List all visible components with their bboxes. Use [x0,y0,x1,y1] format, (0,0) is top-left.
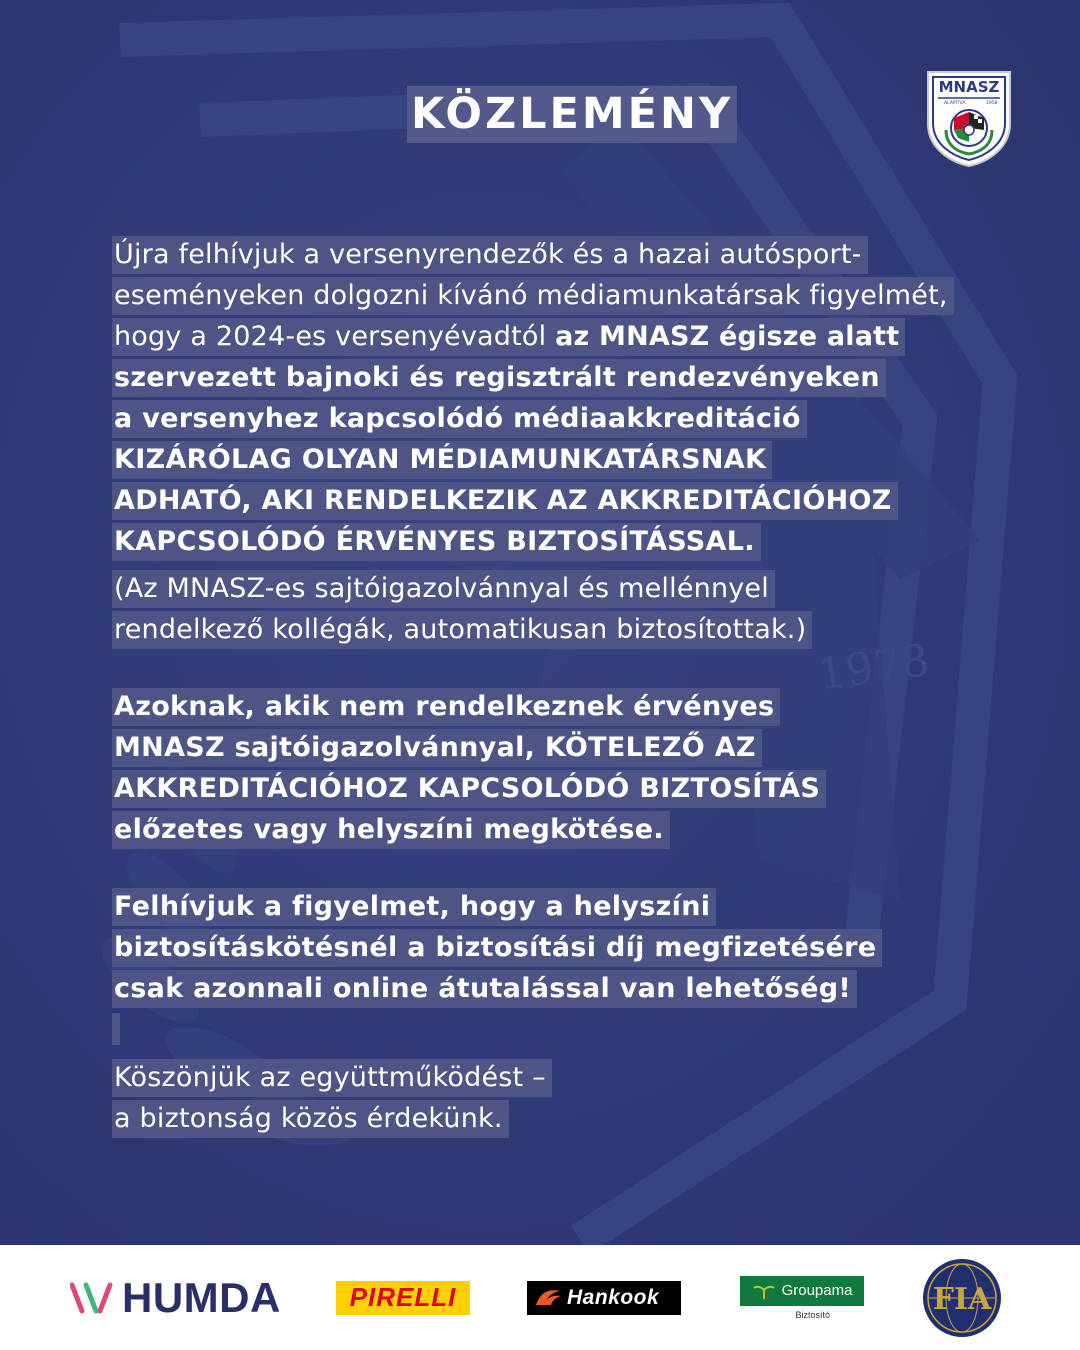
page-title: KÖZLEMÉNY [407,86,737,143]
text-line: rendelkező kollégák, automatikusan biztosítottak.) [112,611,812,649]
text-line-mixed [112,318,905,356]
groupama-box [740,1276,864,1306]
sponsor-footer [0,1245,1080,1350]
text-line: eseményeken dolgozni kívánó médiamunkatársak figyelmét, [112,277,954,315]
logo-year: 1958 [986,101,998,106]
mnasz-logo [924,68,1014,168]
paragraph-1 [112,236,1012,564]
paragraph-3 [112,688,1012,852]
hankook-flame-icon [533,1287,563,1309]
logo-name: MNASZ [938,78,1000,96]
text-line-bold: AKKREDITÁCIÓHOZ KAPCSOLÓDÓ BIZTOSÍTÁS [112,770,826,808]
text-line-bold: KIZÁRÓLAG OLYAN MÉDIAMUNKATÁRSNAK [112,441,772,479]
fia-text: FIA [932,1281,992,1317]
text-line-bold: ADHATÓ, AKI RENDELKEZIK AZ AKKREDITÁCIÓHOZ [112,482,898,520]
watermark-year: 1978 [814,634,933,701]
text-line-bold: a versenyhez kapcsolódó médiaakkreditáció [112,400,807,438]
text-segment: hogy a 2024-es versenyévadtól [114,321,556,352]
text-line-bold: szervezett bajnoki és regisztrált rendezvényeken [112,359,886,397]
groupama-text: Groupama [781,1282,853,1299]
text-line: (Az MNASZ-es sajtóigazolvánnyal és mellénnyel [112,570,775,608]
humda-logo [70,1245,281,1350]
paragraph-5 [112,1059,1012,1141]
groupama-subtitle: Biztosító [795,1309,830,1320]
announcement-body [112,236,1012,1141]
hankook-box [527,1281,681,1315]
paragraph-2 [112,570,1012,652]
fia-globe-icon [921,1257,1003,1339]
pirelli-logo [336,1245,470,1350]
text-line: a biztonság közös érdekünk. [112,1100,509,1138]
hankook-logo [527,1245,681,1350]
title-wrap [407,86,737,143]
pirelli-text: PIRELLI [336,1281,470,1315]
highlight-remnant [112,1013,120,1045]
fia-logo [921,1245,1003,1350]
text-line-bold: biztosításkötésnél a biztosítási díj megfizetésére [112,929,882,967]
text-line: Újra felhívjuk a versenyrendezők és a hazai autósport- [112,236,868,274]
hankook-text: Hankook [567,1285,660,1309]
text-line-bold: KAPCSOLÓDÓ ÉRVÉNYES BIZTOSÍTÁSSAL. [112,523,761,561]
text-line-bold: Felhívjuk a figyelmet, hogy a helyszíni [112,888,716,926]
humda-mark-icon [70,1281,116,1315]
groupama-logo [740,1245,864,1350]
text-line: Köszönjük az együttműködést – [112,1059,552,1097]
text-line-bold: előzetes vagy helyszíni megkötése. [112,811,670,849]
logo-founded: ALAPÍTVA [944,101,966,106]
text-segment-bold: az MNASZ égisze alatt [555,321,900,352]
text-line-bold: MNASZ sajtóigazolvánnyal, KÖTELEZŐ AZ [112,729,762,767]
paragraph-4 [112,888,1012,1045]
humda-text: HUMDA [122,1273,281,1321]
text-line-bold: Azoknak, akik nem rendelkeznek érvényes [112,688,780,726]
text-line-bold: csak azonnali online átutalással van lehetőség! [112,970,857,1008]
groupama-plant-icon [752,1282,776,1300]
